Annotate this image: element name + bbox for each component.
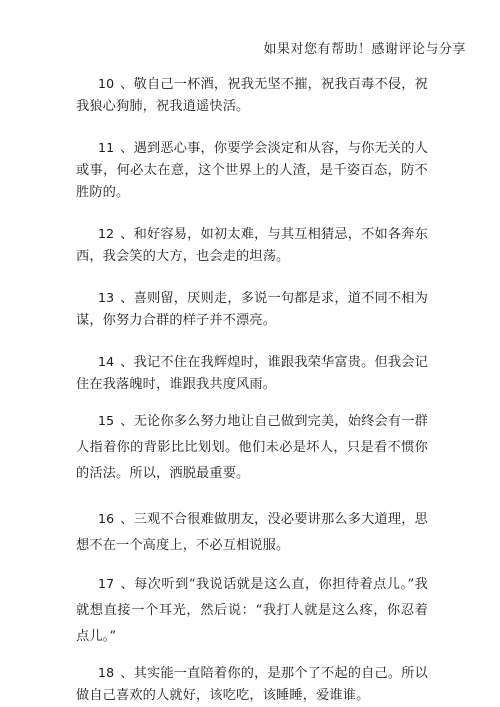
item-text: 、其实能一直陪着你的，是那个了不起的自己。所以做自己喜欢的人就好，该吃吃，该睡睡，爱谁谁。: [76, 666, 428, 703]
item-number: 13: [98, 290, 115, 305]
item-text: 、和好容易，如初太难，与其互相猜忌，不如各奔东西，我会笑的大方，也会走的坦荡。: [76, 227, 428, 264]
list-item: [76, 351, 428, 396]
list-item: [76, 223, 428, 268]
item-text: 、每次听到“我说话就是这么直，你担待着点儿。”我就想直接一个耳光，然后说：“我打人就是这么疼，你忍着点儿。”: [76, 577, 428, 644]
item-number: 14: [98, 354, 115, 369]
item-text: 、无论你多么努力地让自己做到完美，始终会有一群人指着你的背影比比划划。他们未必是坏人，只是看不惯你的活法。所以，洒脱最重要。: [76, 414, 428, 481]
list-item: [76, 287, 428, 332]
list-item: [76, 73, 428, 118]
item-number: 16: [98, 511, 115, 526]
list-item: [76, 408, 428, 487]
item-number: 11: [98, 140, 115, 155]
item-text: 、敬自己一杯酒，祝我无坚不摧，祝我百毒不侵，祝我狼心狗肺，祝我逍遥快活。: [76, 77, 428, 114]
item-number: 17: [98, 576, 115, 591]
item-number: 15: [98, 413, 115, 428]
item-number: 18: [98, 665, 115, 680]
list-item: [76, 571, 428, 650]
item-text: 、遇到恶心事，你要学会淡定和从容，与你无关的人或事，何必太在意，这个世界上的人渣，是千姿百态，防不胜防的。: [76, 141, 428, 200]
item-number: 12: [98, 226, 115, 241]
header-note: 如果对您有帮助！感谢评论与分享: [263, 42, 466, 57]
item-number: 10: [98, 76, 115, 91]
item-text: 、我记不住在我辉煌时，谁跟我荣华富贵。但我会记住在我落魄时，谁跟我共度风雨。: [76, 355, 428, 392]
quote-list: [76, 73, 428, 707]
list-item: [76, 137, 428, 204]
list-item: [76, 662, 428, 707]
list-item: [76, 506, 428, 559]
item-text: 、喜则留，厌则走，多说一句都是求，道不同不相为谋，你努力合群的样子并不漂亮。: [76, 291, 428, 328]
item-text: 、三观不合很难做朋友，没必要讲那么多大道理，思想不在一个高度上，不必互相说服。: [76, 512, 428, 553]
